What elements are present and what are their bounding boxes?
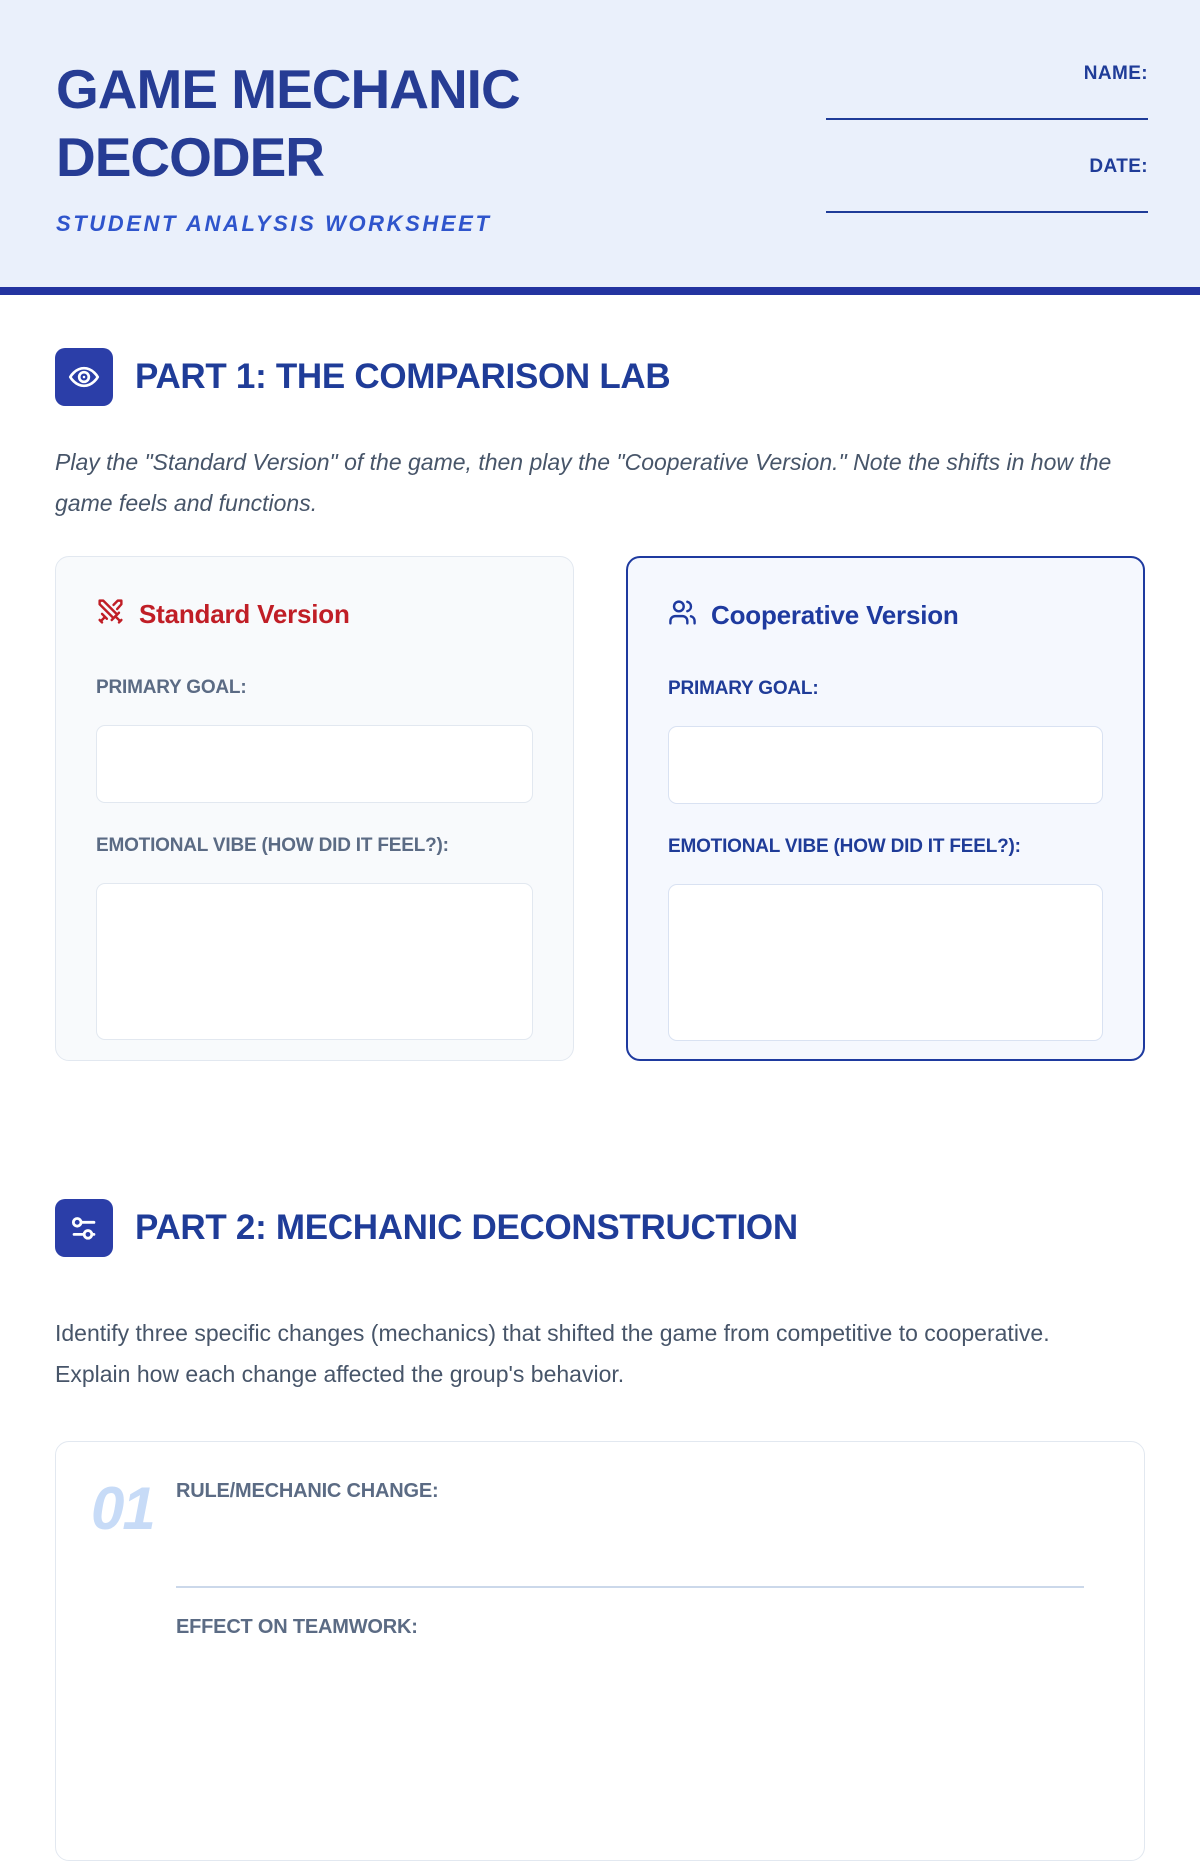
standard-version-card (55, 556, 574, 1061)
part2-instructions: Identify three specific changes (mechanics) that shifted the game from competitive to cooperative. Explain how each change affected the group's behavior. (55, 1319, 1050, 1387)
cooperative-card-title: Cooperative Version (711, 600, 959, 631)
part2-section-header (55, 1199, 1145, 1257)
mechanic-item-card-1 (55, 1441, 1145, 1861)
swords-icon (96, 597, 125, 633)
date-field (826, 156, 1148, 213)
title-line-2: DECODER (56, 126, 325, 189)
comparison-cards (55, 556, 1145, 1061)
part1-heading: PART 1: THE COMPARISON LAB (135, 357, 671, 396)
part1-section-header (55, 348, 1145, 406)
standard-card-title: Standard Version (139, 599, 350, 630)
page-subtitle: STUDENT ANALYSIS WORKSHEET (56, 211, 492, 237)
date-label: DATE: (1089, 156, 1148, 177)
cooperative-vibe-field (668, 836, 1103, 1041)
page-title (56, 55, 520, 191)
cooperative-card-title-row (668, 598, 1103, 634)
standard-vibe-label: EMOTIONAL VIBE (HOW DID IT FEEL?): (96, 834, 449, 856)
name-blank-line[interactable] (826, 118, 1148, 120)
rule-change-label: RULE/MECHANIC CHANGE: (176, 1479, 439, 1502)
standard-card-title-row (96, 597, 533, 633)
title-block (56, 55, 520, 287)
standard-vibe-input[interactable] (96, 883, 533, 1040)
cooperative-goal-input[interactable] (668, 726, 1103, 804)
date-blank-line[interactable] (826, 211, 1148, 213)
users-icon (668, 598, 697, 634)
eye-icon (55, 348, 113, 406)
item-number: 01 (91, 1474, 154, 1542)
effect-teamwork-label: EFFECT ON TEAMWORK: (176, 1615, 418, 1638)
standard-goal-field (96, 677, 533, 803)
name-field (826, 63, 1148, 120)
cooperative-vibe-input[interactable] (668, 884, 1103, 1041)
part2-heading: PART 2: MECHANIC DECONSTRUCTION (135, 1207, 798, 1247)
cooperative-version-card (626, 556, 1145, 1061)
standard-vibe-field (96, 835, 533, 1040)
cooperative-goal-label: PRIMARY GOAL: (668, 677, 819, 699)
title-line-1: GAME MECHANIC (56, 58, 520, 120)
cooperative-goal-field (668, 678, 1103, 804)
worksheet-header (0, 0, 1200, 287)
part1-instructions: Play the "Standard Version" of the game, then play the "Cooperative Version." Note the shifts in how the game feels and functions. (55, 449, 1112, 516)
rule-change-input-line[interactable] (176, 1586, 1084, 1588)
name-date-fields (826, 55, 1148, 287)
header-divider-bar (0, 287, 1200, 295)
cooperative-vibe-label: EMOTIONAL VIBE (HOW DID IT FEEL?): (668, 835, 1021, 857)
sliders-icon (55, 1199, 113, 1257)
worksheet-body (0, 348, 1200, 1861)
name-label: NAME: (1083, 63, 1148, 84)
standard-goal-label: PRIMARY GOAL: (96, 676, 247, 698)
standard-goal-input[interactable] (96, 725, 533, 803)
item-content (176, 1480, 1114, 1800)
